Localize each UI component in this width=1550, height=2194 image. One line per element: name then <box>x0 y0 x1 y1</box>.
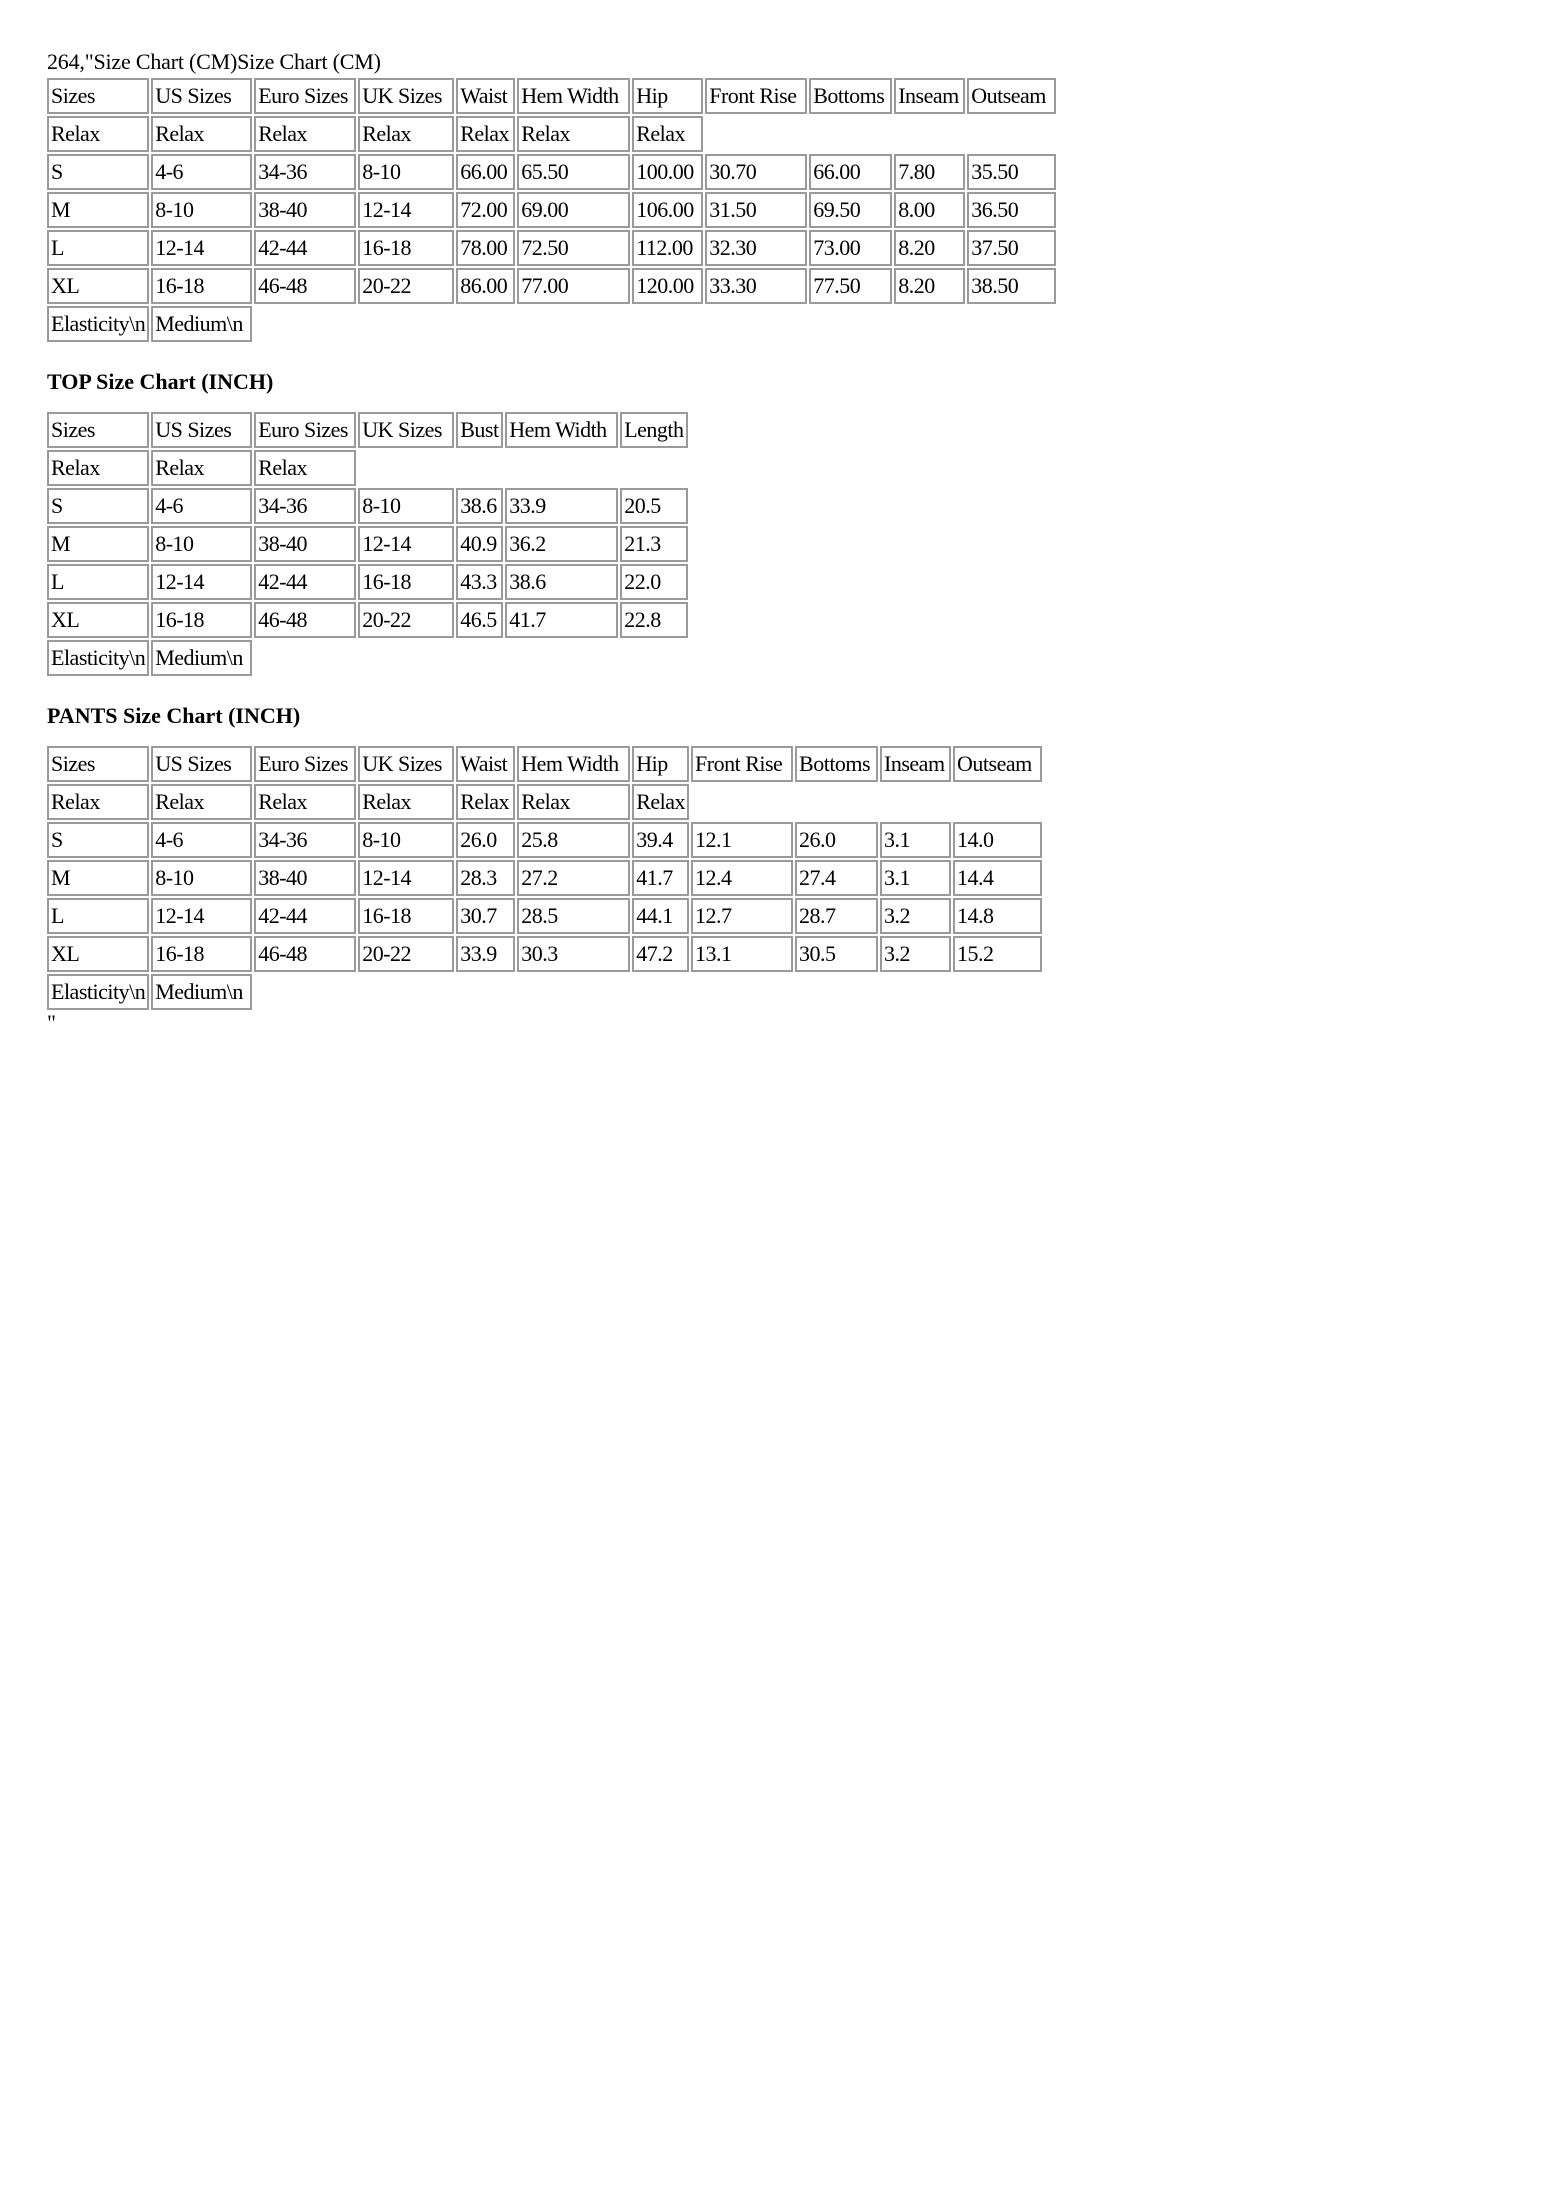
elasticity-value-cell: Medium\n <box>151 974 252 1010</box>
table-cell: 46-48 <box>254 936 356 972</box>
table-cell: 8-10 <box>151 526 252 562</box>
table-cell: 22.8 <box>620 602 687 638</box>
header-cell: Sizes <box>47 78 149 114</box>
table-cell: S <box>47 154 149 190</box>
table-cell: 35.50 <box>967 154 1056 190</box>
relax-cell: Relax <box>456 784 515 820</box>
table-cell: 47.2 <box>632 936 689 972</box>
header-cell: Length <box>620 412 687 448</box>
table-cell: 3.2 <box>880 898 951 934</box>
pants-section-title: PANTS Size Chart (INCH) <box>47 703 301 728</box>
table-cell: 4-6 <box>151 822 252 858</box>
table-cell: 3.1 <box>880 822 951 858</box>
table-cell: XL <box>47 602 149 638</box>
relax-cell: Relax <box>254 784 356 820</box>
header-cell: Hem Width <box>505 412 618 448</box>
elasticity-label-cell: Elasticity\n <box>47 640 149 676</box>
table-cell: 120.00 <box>632 268 703 304</box>
elasticity-row <box>47 640 688 676</box>
table-cell: 38-40 <box>254 860 356 896</box>
table-cell: 16-18 <box>151 602 252 638</box>
table-cell: 38-40 <box>254 192 356 228</box>
header-cell: Bottoms <box>795 746 878 782</box>
table-cell: 8-10 <box>151 192 252 228</box>
header-cell: UK Sizes <box>358 746 454 782</box>
relax-cell: Relax <box>517 116 630 152</box>
table-cell: XL <box>47 268 149 304</box>
table-cell: 46-48 <box>254 268 356 304</box>
header-cell: US Sizes <box>151 78 252 114</box>
relax-cell: Relax <box>632 116 703 152</box>
table-cell: 25.8 <box>517 822 630 858</box>
table-cell: S <box>47 488 149 524</box>
table-cell: 38.6 <box>456 488 503 524</box>
table-cell: 13.1 <box>691 936 793 972</box>
relax-cell: Relax <box>254 450 356 486</box>
elasticity-label-cell: Elasticity\n <box>47 306 149 342</box>
table-cell: 16-18 <box>358 230 454 266</box>
elasticity-row <box>47 974 1042 1010</box>
table-header-row <box>47 746 1042 782</box>
table-cell: 8-10 <box>358 154 454 190</box>
table-cell: 32.30 <box>705 230 807 266</box>
table-cell: 8.00 <box>894 192 965 228</box>
table-cell: 36.50 <box>967 192 1056 228</box>
top-section-title: TOP Size Chart (INCH) <box>47 369 274 394</box>
table-cell: 12-14 <box>151 230 252 266</box>
table-cell: 37.50 <box>967 230 1056 266</box>
table-cell: 69.00 <box>517 192 630 228</box>
table-cell: 33.9 <box>456 936 515 972</box>
elasticity-label-cell: Elasticity\n <box>47 974 149 1010</box>
header-cell: Outseam <box>953 746 1042 782</box>
header-cell: Hem Width <box>517 746 630 782</box>
header-cell: Bust <box>456 412 503 448</box>
header-cell: Waist <box>456 78 515 114</box>
table-cell: 44.1 <box>632 898 689 934</box>
relax-cell: Relax <box>632 784 689 820</box>
table-cell: 16-18 <box>358 898 454 934</box>
table-cell: L <box>47 230 149 266</box>
table-cell: 28.7 <box>795 898 878 934</box>
table-cell: 12.7 <box>691 898 793 934</box>
header-cell: Waist <box>456 746 515 782</box>
header-cell: Front Rise <box>691 746 793 782</box>
header-cell: Euro Sizes <box>254 412 356 448</box>
table-row <box>47 860 1042 896</box>
header-cell: Sizes <box>47 412 149 448</box>
relax-cell: Relax <box>47 450 149 486</box>
table-cell: 12-14 <box>358 526 454 562</box>
table-cell: 38.6 <box>505 564 618 600</box>
table-cell: 42-44 <box>254 230 356 266</box>
table-cell: 36.2 <box>505 526 618 562</box>
table-cell: 66.00 <box>809 154 892 190</box>
relax-cell: Relax <box>517 784 630 820</box>
relax-cell: Relax <box>47 784 149 820</box>
table-cell: 100.00 <box>632 154 703 190</box>
table-cell: 43.3 <box>456 564 503 600</box>
pants-size-table <box>45 744 1044 1012</box>
elasticity-row <box>47 306 1056 342</box>
table-cell: 3.1 <box>880 860 951 896</box>
table-cell: 12-14 <box>358 860 454 896</box>
table-row <box>47 898 1042 934</box>
empty-cell <box>254 306 1056 342</box>
table-cell: 42-44 <box>254 898 356 934</box>
table-cell: 20-22 <box>358 602 454 638</box>
table-cell: 46.5 <box>456 602 503 638</box>
table-cell: 33.30 <box>705 268 807 304</box>
relax-row <box>47 450 688 486</box>
table-row <box>47 230 1056 266</box>
table-cell: 27.4 <box>795 860 878 896</box>
header-cell: US Sizes <box>151 746 252 782</box>
header-cell: Inseam <box>880 746 951 782</box>
table-header-row <box>47 78 1056 114</box>
table-cell: XL <box>47 936 149 972</box>
header-cell: Hip <box>632 746 689 782</box>
table-cell: S <box>47 822 149 858</box>
table-cell: 16-18 <box>151 936 252 972</box>
table-cell: 4-6 <box>151 154 252 190</box>
empty-cell <box>254 974 1042 1010</box>
table-cell: 41.7 <box>632 860 689 896</box>
cm-size-table <box>45 76 1058 344</box>
table-cell: 86.00 <box>456 268 515 304</box>
table-cell: 78.00 <box>456 230 515 266</box>
relax-cell: Relax <box>358 784 454 820</box>
table-cell: 28.3 <box>456 860 515 896</box>
table-row <box>47 488 688 524</box>
top-size-table <box>45 410 690 678</box>
table-cell: 33.9 <box>505 488 618 524</box>
table-cell: 12-14 <box>151 898 252 934</box>
table-cell: 34-36 <box>254 154 356 190</box>
header-cell: Hip <box>632 78 703 114</box>
table-cell: 66.00 <box>456 154 515 190</box>
table-cell: 8-10 <box>358 822 454 858</box>
table-row <box>47 602 688 638</box>
table-cell: 4-6 <box>151 488 252 524</box>
relax-cell: Relax <box>358 116 454 152</box>
table-row <box>47 192 1056 228</box>
table-cell: 27.2 <box>517 860 630 896</box>
header-cell: Front Rise <box>705 78 807 114</box>
table-cell: 77.00 <box>517 268 630 304</box>
table-header-row <box>47 412 688 448</box>
table-cell: 16-18 <box>151 268 252 304</box>
table-cell: 30.7 <box>456 898 515 934</box>
table-cell: 20.5 <box>620 488 687 524</box>
table-cell: 12.4 <box>691 860 793 896</box>
table-cell: 26.0 <box>795 822 878 858</box>
table-cell: 21.3 <box>620 526 687 562</box>
table-cell: 34-36 <box>254 488 356 524</box>
table-cell: 8.20 <box>894 268 965 304</box>
table-cell: 20-22 <box>358 936 454 972</box>
table-cell: 8-10 <box>151 860 252 896</box>
table-cell: 72.00 <box>456 192 515 228</box>
table-cell: 72.50 <box>517 230 630 266</box>
empty-cell <box>358 450 687 486</box>
relax-cell: Relax <box>151 116 252 152</box>
table-cell: L <box>47 564 149 600</box>
table-row <box>47 154 1056 190</box>
table-cell: 112.00 <box>632 230 703 266</box>
table-cell: 16-18 <box>358 564 454 600</box>
table-cell: 31.50 <box>705 192 807 228</box>
table-cell: 46-48 <box>254 602 356 638</box>
table-cell: M <box>47 526 149 562</box>
table-cell: M <box>47 860 149 896</box>
table-cell: 38-40 <box>254 526 356 562</box>
table-cell: 39.4 <box>632 822 689 858</box>
table-row <box>47 564 688 600</box>
table-row <box>47 936 1042 972</box>
relax-cell: Relax <box>254 116 356 152</box>
relax-cell: Relax <box>151 784 252 820</box>
header-cell: UK Sizes <box>358 412 454 448</box>
empty-cell <box>254 640 687 676</box>
table-row <box>47 268 1056 304</box>
relax-cell: Relax <box>47 116 149 152</box>
table-cell: 14.8 <box>953 898 1042 934</box>
table-cell: L <box>47 898 149 934</box>
elasticity-value-cell: Medium\n <box>151 306 252 342</box>
table-cell: 65.50 <box>517 154 630 190</box>
table-cell: 8.20 <box>894 230 965 266</box>
header-line: 264,"Size Chart (CM)Size Chart (CM) <box>47 49 381 74</box>
table-cell: 42-44 <box>254 564 356 600</box>
header-cell: UK Sizes <box>358 78 454 114</box>
relax-row <box>47 116 1056 152</box>
table-cell: 73.00 <box>809 230 892 266</box>
header-cell: Outseam <box>967 78 1056 114</box>
relax-cell: Relax <box>151 450 252 486</box>
table-cell: 30.5 <box>795 936 878 972</box>
header-cell: Sizes <box>47 746 149 782</box>
document-page <box>47 48 1507 1034</box>
table-row <box>47 526 688 562</box>
empty-cell <box>705 116 1056 152</box>
header-cell: US Sizes <box>151 412 252 448</box>
table-cell: 106.00 <box>632 192 703 228</box>
empty-cell <box>691 784 1042 820</box>
header-cell: Hem Width <box>517 78 630 114</box>
table-cell: 28.5 <box>517 898 630 934</box>
table-cell: 77.50 <box>809 268 892 304</box>
header-cell: Inseam <box>894 78 965 114</box>
table-cell: 34-36 <box>254 822 356 858</box>
table-cell: 7.80 <box>894 154 965 190</box>
header-cell: Euro Sizes <box>254 78 356 114</box>
table-cell: 15.2 <box>953 936 1042 972</box>
table-cell: 12-14 <box>358 192 454 228</box>
table-cell: 38.50 <box>967 268 1056 304</box>
elasticity-value-cell: Medium\n <box>151 640 252 676</box>
table-cell: 12-14 <box>151 564 252 600</box>
table-cell: M <box>47 192 149 228</box>
header-cell: Bottoms <box>809 78 892 114</box>
table-cell: 12.1 <box>691 822 793 858</box>
table-cell: 30.3 <box>517 936 630 972</box>
relax-cell: Relax <box>456 116 515 152</box>
table-row <box>47 822 1042 858</box>
table-cell: 14.0 <box>953 822 1042 858</box>
table-cell: 41.7 <box>505 602 618 638</box>
relax-row <box>47 784 1042 820</box>
table-cell: 8-10 <box>358 488 454 524</box>
table-cell: 69.50 <box>809 192 892 228</box>
table-cell: 3.2 <box>880 936 951 972</box>
table-cell: 30.70 <box>705 154 807 190</box>
table-cell: 26.0 <box>456 822 515 858</box>
table-cell: 22.0 <box>620 564 687 600</box>
trailing-quote: " <box>47 1010 56 1035</box>
table-cell: 20-22 <box>358 268 454 304</box>
header-cell: Euro Sizes <box>254 746 356 782</box>
table-cell: 40.9 <box>456 526 503 562</box>
table-cell: 14.4 <box>953 860 1042 896</box>
